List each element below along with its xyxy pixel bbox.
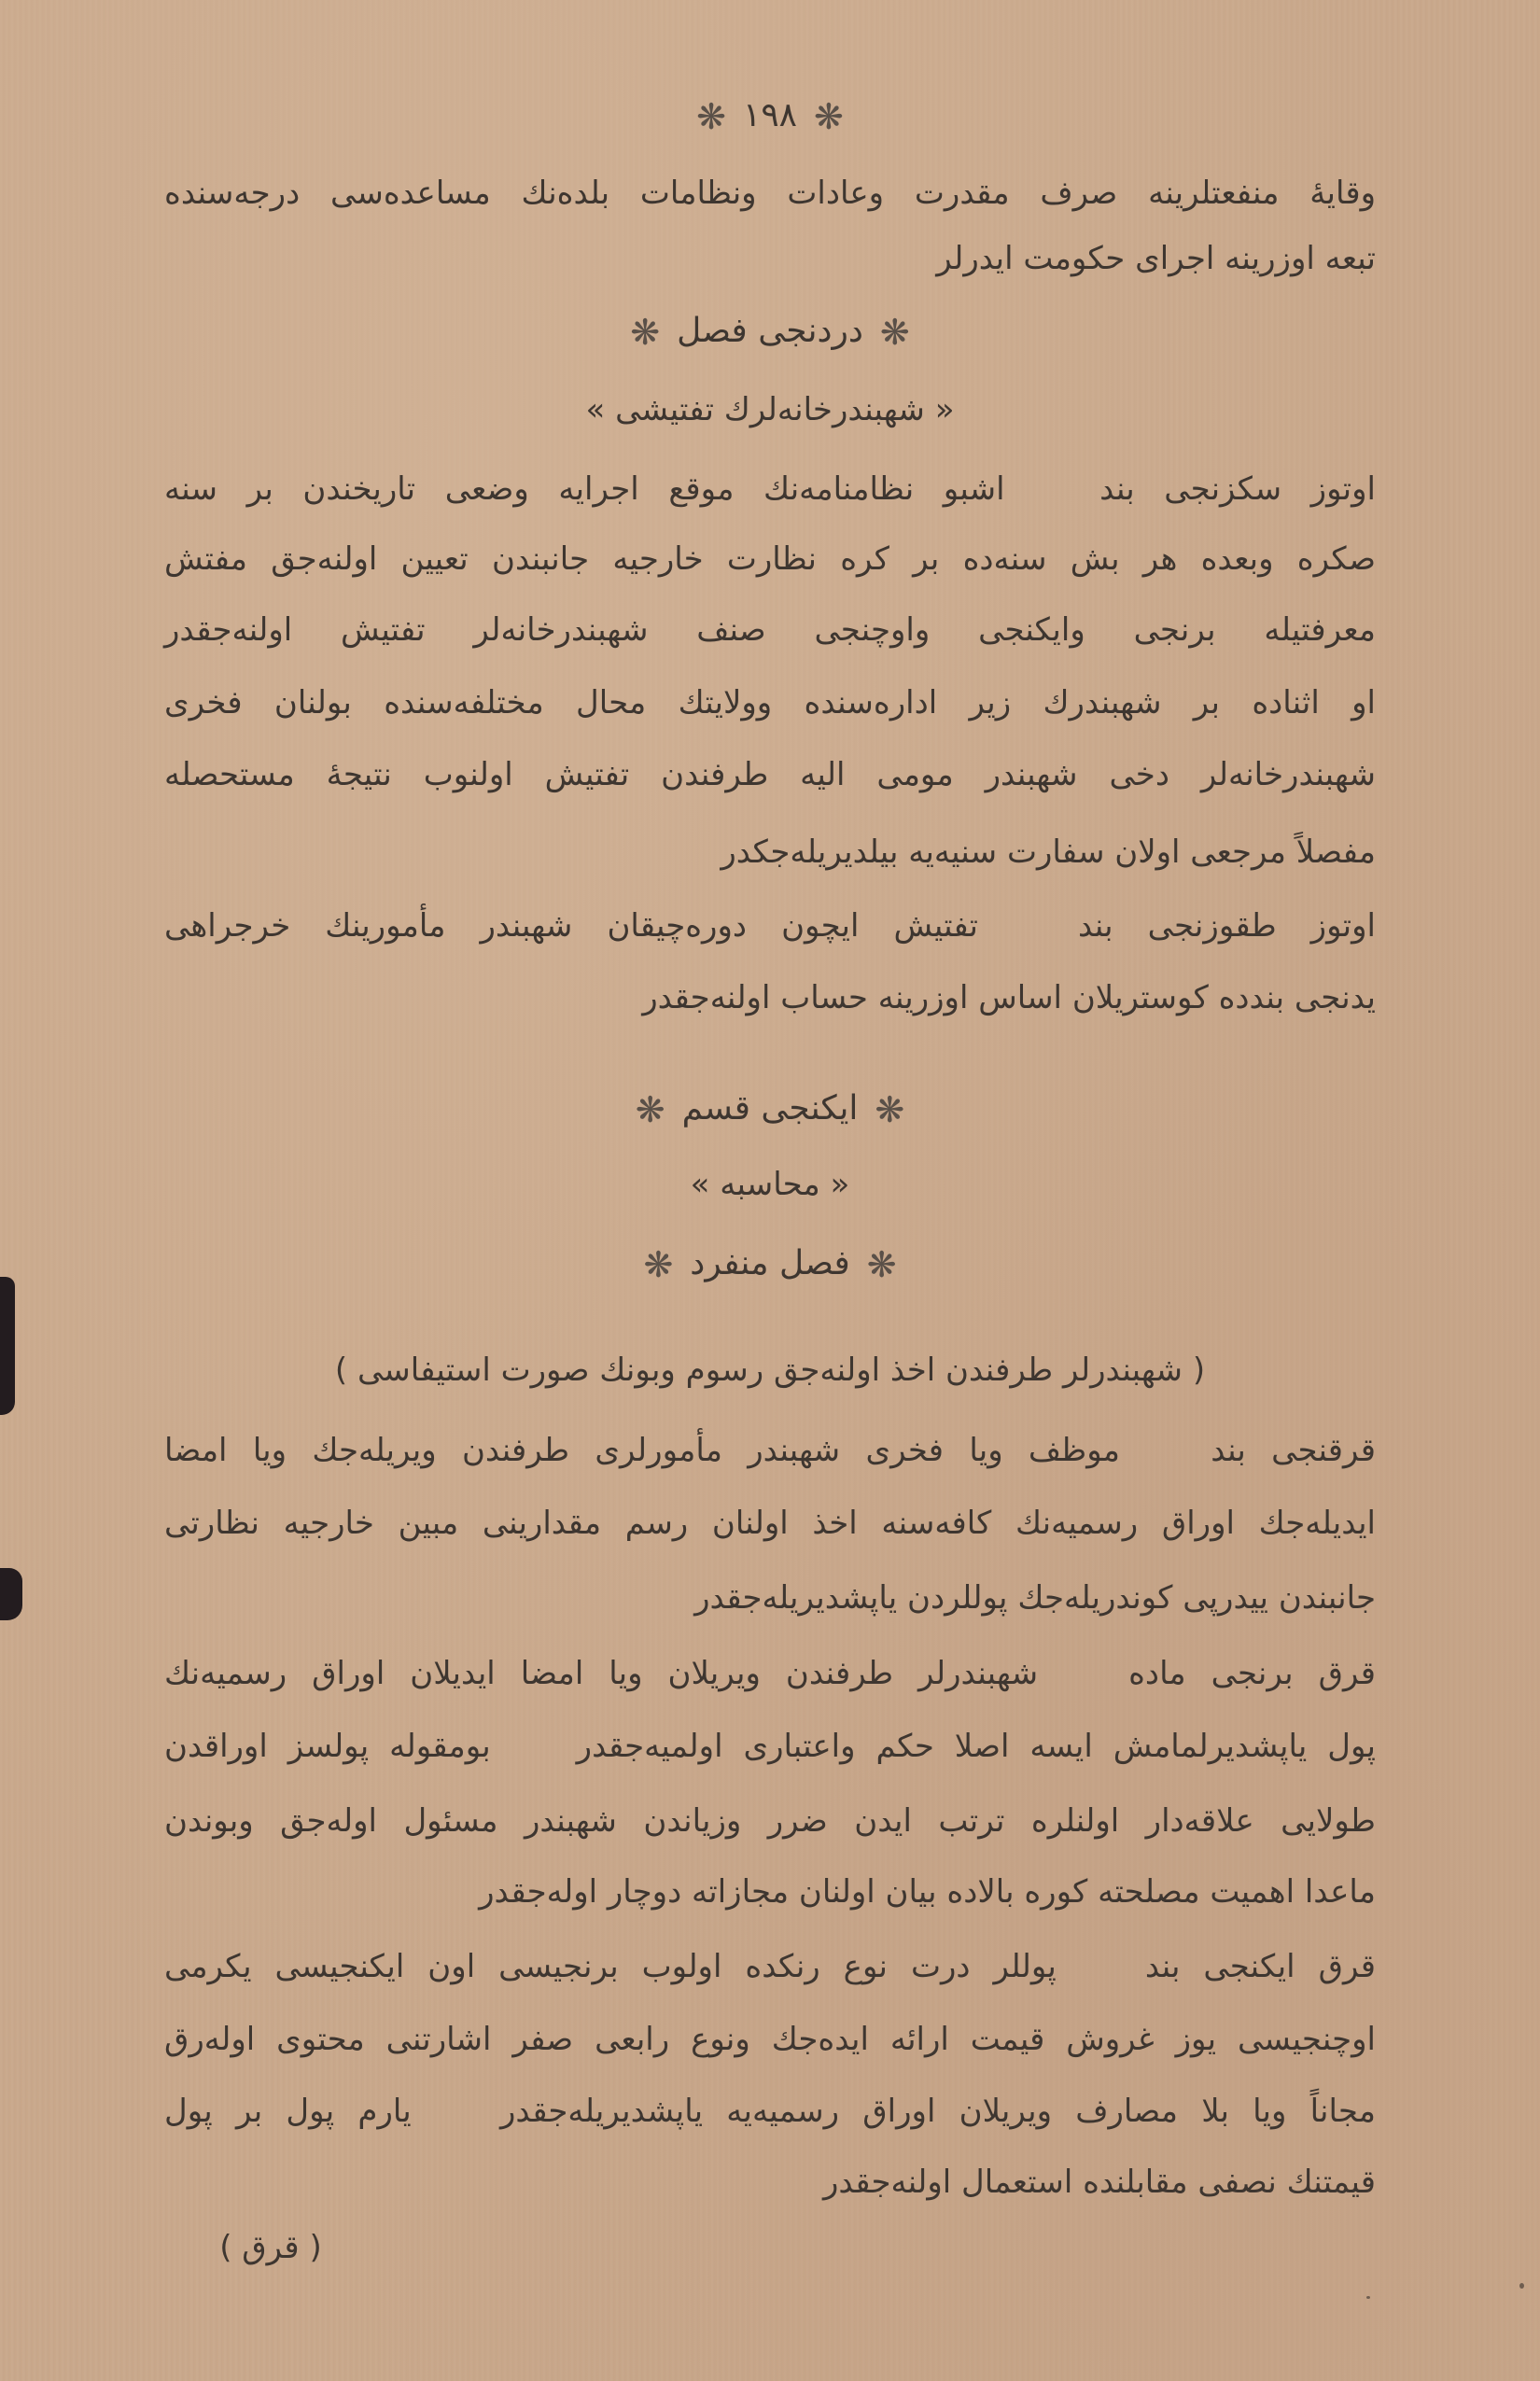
article-text: مجاناً ويا بلا مصارف ويريلان اوراق رسميه‌يه ياپشديريله‌جقدر xyxy=(499,2093,1376,2130)
article-42-line: قيمتنك نصفى مقابلنده استعمال اولنه‌جقدر xyxy=(823,2164,1376,2201)
chapter-title: دردنجى فصل xyxy=(677,312,863,350)
article-38-line: مفصلاً مرجعى اولان سفارت سنيه‌يه بيلديريله‌جكدر xyxy=(721,833,1376,871)
scan-blot xyxy=(0,1568,22,1620)
article-text: يارم پول بر پول xyxy=(164,2093,412,2130)
ornament-icon: ❋ xyxy=(875,1089,905,1130)
ornament-icon: ❋ xyxy=(696,96,726,137)
article-text: بومقوله پولسز اوراقدن xyxy=(164,1728,491,1765)
ornament-icon: ❋ xyxy=(635,1089,665,1130)
article-text: شهبندرلر طرفندن ويريلان ويا امضا ايديلان اوراق رسميه‌نك xyxy=(164,1655,1039,1692)
article-label: قرقنجى بند xyxy=(1211,1432,1376,1469)
scan-speck xyxy=(1519,2283,1524,2289)
ornament-icon: ❋ xyxy=(814,96,844,137)
part-heading xyxy=(164,1081,1376,1137)
chapter-heading xyxy=(164,1236,1376,1292)
article-42-line: اوچنجيسى يوز غروش قيمت ارائه ايده‌جك ونوع رابعى صفر اشارتنى محتوى اوله‌رق xyxy=(164,2021,1376,2058)
article-40-line: ايديله‌جك اوراق رسميه‌نك كافه‌سنه اخذ اولنان رسم مقدارينى مبين خارجيه نظارتى xyxy=(164,1505,1376,1542)
page-header xyxy=(164,88,1376,144)
part-title: ايكنجى قسم xyxy=(681,1089,859,1127)
article-38-line: معرفتيله برنجى وايكنجى واوچنجى صنف شهبندرخانه‌لر تفتيش اولنه‌جقدر xyxy=(164,611,1376,649)
catchword: ( قرق ) xyxy=(219,2229,322,2266)
article-39-line: يدنجى بندده كوستريلان اساس اوزرينه حساب اولنه‌جقدر xyxy=(642,979,1376,1016)
page-number: ١٩٨ xyxy=(742,96,797,134)
article-41-line xyxy=(164,1718,1376,1774)
chapter-title: فصل منفرد xyxy=(690,1244,850,1282)
chapter-description: ( شهبندرلر طرفندن اخذ اولنه‌جق رسوم وبونك صورت استيفاسى ) xyxy=(334,1352,1206,1389)
ornament-icon: ❋ xyxy=(630,312,661,353)
article-42-line xyxy=(164,1939,1376,1995)
scan-blot xyxy=(0,1277,15,1415)
ornament-icon: ❋ xyxy=(866,1244,897,1285)
article-text: پول ياپشديرلمامش ايسه اصلا حكم واعتبارى اولميه‌جقدر xyxy=(576,1728,1377,1765)
article-42-line xyxy=(164,2083,1376,2139)
article-text: پوللر درت نوع رنكده اولوب برنجيسى اون ايكنجيسى يكرمى xyxy=(164,1948,1057,1985)
article-38-line: شهبندرخانه‌لر دخى شهبندر مومى اليه طرفندن تفتيش اولنوب نتيجهٔ مستحصله xyxy=(164,756,1376,793)
article-text: اشبو نظامنامه‌نك موقع اجرايه وضعى تاريخندن بر سنه xyxy=(164,470,1005,508)
article-label: قرق ايكنجى بند xyxy=(1144,1948,1376,1985)
article-38-line: صكره وبعده هر بش سنه‌ده بر كره نظارت خارجيه جانبندن تعيين اولنه‌جق مفتش xyxy=(164,540,1376,578)
article-label: قرق برنجى ماده xyxy=(1128,1655,1377,1692)
scan-speck xyxy=(1366,2296,1370,2299)
part-subtitle: « محاسبه » xyxy=(690,1166,850,1203)
chapter-subtitle: « شهبندرخانه‌لرك تفتيشى » xyxy=(585,391,955,428)
chapter-heading xyxy=(164,303,1376,359)
article-label: اوتوز سكزنجى بند xyxy=(1099,470,1376,508)
ornament-icon: ❋ xyxy=(643,1244,674,1285)
article-40-line: جانبندن ييدرپى كوندريله‌جك پوللردن ياپشديريله‌جقدر xyxy=(694,1579,1376,1617)
article-label: اوتوز طقوزنجى بند xyxy=(1078,907,1376,945)
article-text: موظف ويا فخرى شهبندر مأمورلرى طرفندن ويريله‌جك ويا امضا xyxy=(164,1432,1120,1469)
intro-line: تبعه اوزرينه اجراى حكومت ايدرلر xyxy=(936,240,1376,277)
article-41-line: ماعدا اهميت مصلحته كوره بالاده بيان اولنان مجازاته دوچار اوله‌جقدر xyxy=(479,1873,1376,1911)
article-40-line xyxy=(164,1422,1376,1478)
article-39-line xyxy=(164,898,1376,954)
article-41-line: طولايى علاقه‌دار اولنلره ترتب ايدن ضرر وزياندن شهبندر مسئول اوله‌جق وبوندن xyxy=(164,1802,1376,1840)
article-38-line xyxy=(164,461,1376,517)
article-text: تفتيش ايچون دوره‌چيقان شهبندر مأمورينك خرجراهى xyxy=(164,907,979,945)
article-41-line xyxy=(164,1646,1376,1702)
intro-line: وقايهٔ منفعتلرينه صرف مقدرت وعادات ونظامات بلده‌نك مساعده‌سى درجه‌سنده xyxy=(164,175,1376,212)
ornament-icon: ❋ xyxy=(879,312,910,353)
article-38-line: او اثناده بر شهبندرك زير اداره‌سنده وولايتك محال مختلفه‌سنده بولنان فخرى xyxy=(164,684,1376,721)
